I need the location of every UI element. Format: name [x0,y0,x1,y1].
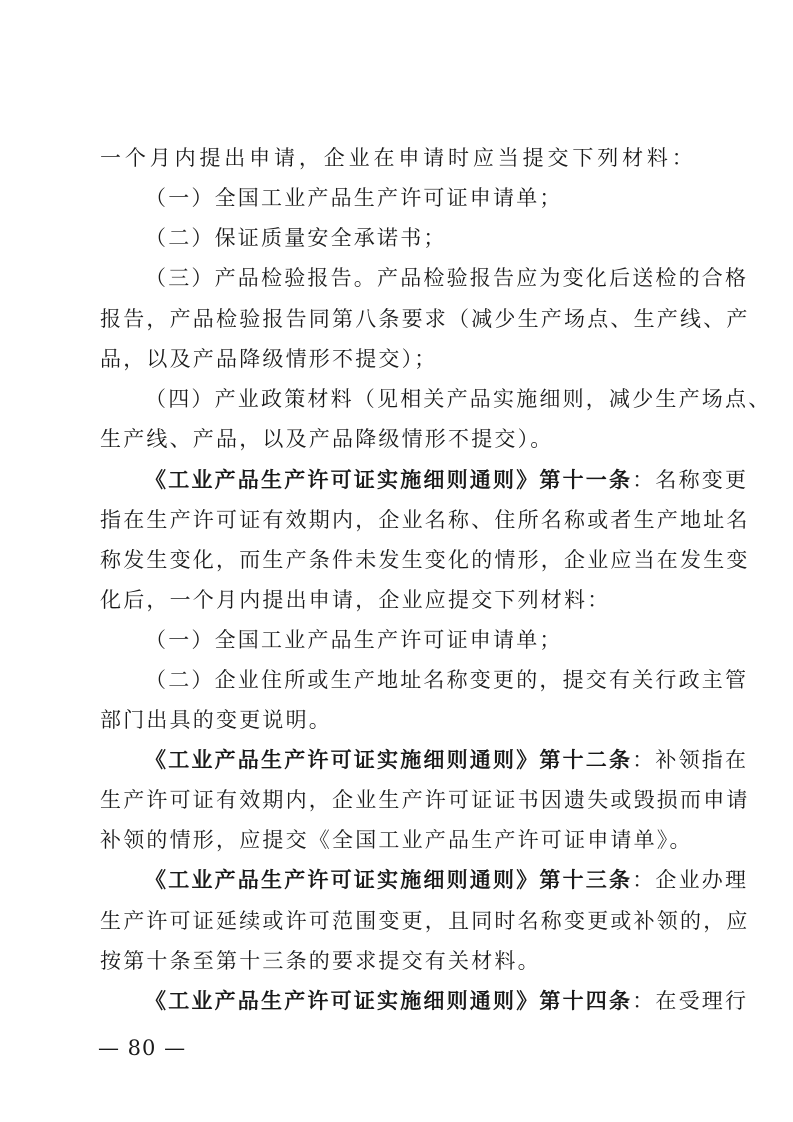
paragraph-line: 化后，一个月内提出申请，企业应提交下列材料： [100,588,611,612]
paragraph-line: 一个月内提出申请，企业在申请时应当提交下列材料： [100,146,695,170]
article-heading-line: 《工业产品生产许可证实施细则通则》第十二条：补领指在 [145,747,749,772]
list-item-line: （三）产品检验报告。产品检验报告应为变化后送检的合格 [145,266,749,290]
paragraph-line: 生产线、产品，以及产品降级情形不提交）。 [100,427,554,451]
list-item-line: （二）企业住所或生产地址名称变更的，提交有关行政主管 [145,668,749,692]
paragraph-line: 补领的情形，应提交《全国工业产品生产许可证申请单》。 [100,828,693,852]
list-item-line: （二）保证质量安全承诺书； [145,226,447,250]
article-heading-line: 《工业产品生产许可证实施细则通则》第十四条：在受理行 [145,988,749,1013]
article-title: 《工业产品生产许可证实施细则通则》第十四条 [145,988,633,1013]
list-item-line: （一）全国工业产品生产许可证申请单； [145,628,563,652]
article-title: 《工业产品生产许可证实施细则通则》第十三条 [145,867,633,892]
paragraph-line: 品，以及产品降级情形不提交）； [100,347,438,371]
article-heading-line: 《工业产品生产许可证实施细则通则》第十一条：名称变更 [145,467,749,492]
paragraph-line: 部门出具的变更说明。 [100,708,332,732]
article-heading-line: 《工业产品生产许可证实施细则通则》第十三条：企业办理 [145,867,749,892]
article-title: 《工业产品生产许可证实施细则通则》第十一条 [145,467,633,492]
paragraph-line: 指在生产许可证有效期内，企业名称、住所名称或者生产地址名 [100,508,750,532]
paragraph-line: 称发生变化，而生产条件未发生变化的情形，企业应当在发生变 [100,548,750,572]
article-title: 《工业产品生产许可证实施细则通则》第十二条 [145,747,633,772]
paragraph-line: 按第十条至第十三条的要求提交有关材料。 [100,949,541,973]
paragraph-line: 报告，产品检验报告同第八条要求（减少生产场点、生产线、产 [100,307,750,331]
list-item-line: （一）全国工业产品生产许可证申请单； [145,186,563,210]
paragraph-line: 生产许可证延续或许可范围变更，且同时名称变更或补领的，应 [100,909,750,933]
page-number: — 80 — [98,1036,187,1060]
paragraph-line: 生产许可证有效期内，企业生产许可证证书因遗失或毁损而申请 [100,788,750,812]
list-item-line: （四）产业政策材料（见相关产品实施细则，减少生产场点、 [145,387,772,411]
